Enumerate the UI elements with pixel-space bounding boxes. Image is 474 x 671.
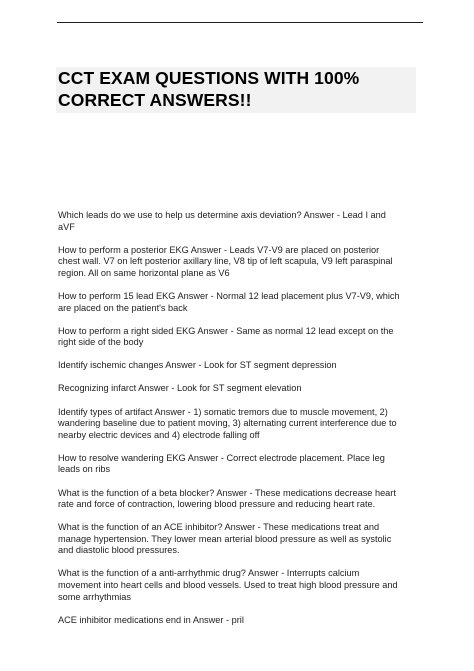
question-answer-line: What is the function of a anti-arrhythmic drug? Answer - Interrupts calcium: [58, 568, 360, 579]
question-answer-item: [58, 488, 428, 511]
question-answer-line: are placed on the patient's back: [58, 302, 188, 313]
question-answer-list: [58, 210, 428, 638]
document-title-line: CORRECT ANSWERS!!: [58, 89, 252, 110]
question-answer-line: How to perform 15 lead EKG Answer - Normal 12 lead placement plus V7-V9, which: [58, 290, 400, 301]
question-answer-line: region. All on same horizontal plane as V6: [58, 267, 230, 278]
question-answer-line: right side of the body: [58, 337, 144, 348]
question-answer-line: and diastolic blood pressures.: [58, 545, 180, 556]
question-answer-line: How to perform a posterior EKG Answer - Leads V7-V9 are placed on posterior: [58, 244, 380, 255]
question-answer-line: chest wall. V7 on left posterior axillary line, V8 tip of left scapula, V9 left paraspinal: [58, 256, 393, 267]
question-answer-line: rate and force of contraction, lowering blood pressure and reducing heart rate.: [58, 499, 376, 510]
question-answer-line: movement into heart cells and blood vessels. Used to treat high blood pressure and: [58, 580, 398, 591]
question-answer-line: some arrhythmias: [58, 591, 132, 602]
question-answer-line: How to perform a right sided EKG Answer - Same as normal 12 lead except on the: [58, 325, 394, 336]
question-answer-line: Recognizing infarct Answer - Look for ST segment elevation: [58, 383, 302, 394]
question-answer-item: [58, 522, 428, 557]
question-answer-item: [58, 360, 428, 372]
question-answer-item: [58, 326, 428, 349]
question-answer-line: manage hypertension. They lower mean arterial blood pressure as well as systolic: [58, 533, 392, 544]
question-answer-line: What is the function of a beta blocker? Answer - These medications decrease heart: [58, 487, 396, 498]
question-answer-item: [58, 245, 428, 280]
question-answer-item: [58, 291, 428, 314]
question-answer-item: [58, 210, 428, 233]
top-divider: [57, 22, 423, 23]
question-answer-line: ACE inhibitor medications end in Answer - pril: [58, 614, 244, 625]
question-answer-line: Identify ischemic changes Answer - Look for ST segment depression: [58, 360, 337, 371]
document-title: [58, 68, 418, 111]
question-answer-item: [58, 453, 428, 476]
question-answer-line: leads on ribs: [58, 464, 111, 475]
document-title-line: CCT EXAM QUESTIONS WITH 100%: [58, 68, 360, 88]
question-answer-line: Which leads do we use to help us determine axis deviation? Answer - Lead I and: [58, 210, 386, 220]
question-answer-line: nearby electric devices and 4) electrode falling off: [58, 429, 260, 440]
question-answer-item: [58, 568, 428, 603]
question-answer-line: Identify types of artifact Answer - 1) somatic tremors due to muscle movement, 2): [58, 406, 388, 417]
question-answer-line: How to resolve wandering EKG Answer - Correct electrode placement. Place leg: [58, 452, 385, 463]
question-answer-line: What is the function of an ACE inhibitor? Answer - These medications treat and: [58, 522, 380, 533]
question-answer-item: [58, 407, 428, 442]
question-answer-item: [58, 383, 428, 395]
question-answer-line: aVF: [58, 221, 75, 232]
question-answer-item: [58, 615, 428, 627]
question-answer-line: wandering baseline due to patient moving, 3) alternating current interference due to: [58, 418, 397, 429]
